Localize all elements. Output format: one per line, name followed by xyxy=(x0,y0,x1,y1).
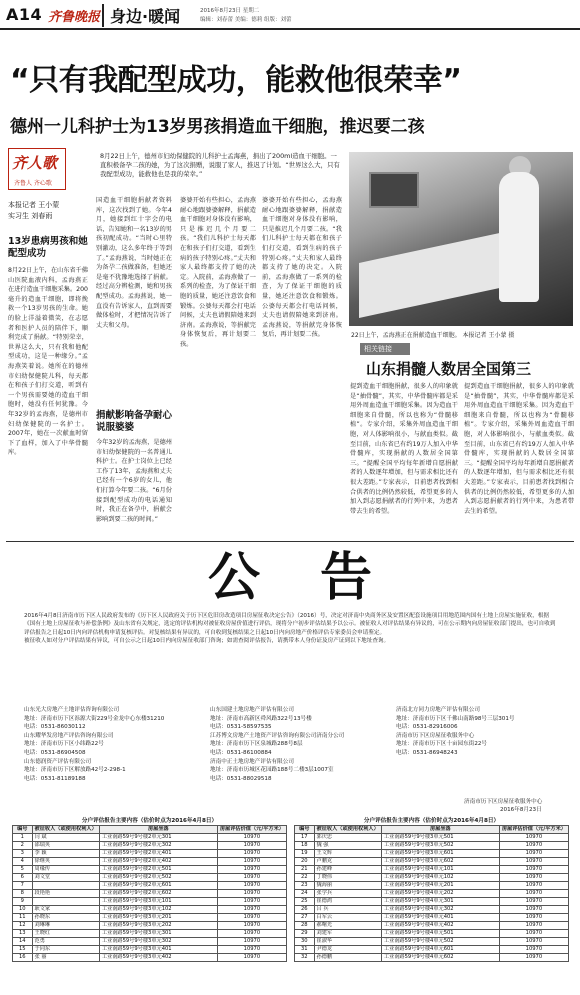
section-title: 身边·暖闻 xyxy=(102,4,180,27)
table-cell: 孙晓东 xyxy=(32,914,99,922)
table-row xyxy=(295,946,569,954)
table-cell: 工业南路59号9号楼3单元501 xyxy=(381,834,499,842)
table-cell: 工业南路59号9号楼2单元402 xyxy=(99,858,217,866)
article-headline: “只有我配型成功，能救他很荣幸” xyxy=(10,63,462,98)
contacts-column-1: 山东光大房地产土地评估咨询有限公司 地址：济南市历下区泺源大街229号金龙中心东楼31210 电话：0531-86030112 山东耀华发房地产评估咨询有限公司 地址：济南市历下区小纬路22号 电话：0531-86904508 山东德润资产评估有限公司 地址：济南市历下区解放路42号2-298-1 电话：0531-81189188 xyxy=(24,707,165,782)
table-cell: 10970 xyxy=(217,842,286,850)
table-cell: 工业南路59号9号楼4单元601 xyxy=(381,946,499,954)
table-cell: 17 xyxy=(295,834,315,842)
article-column-2b: 今年32岁的孟海燕，是德州市妇幼保健院的一名普通儿科护士。在护士岗位上已经工作了13年，孟海燕和丈夫已经有一个6岁的女儿，他们打算今年要二孩。“6月份接到配型成功的电话通知时，我正在备孕中，捐献会影响到要二孩的时间。” xyxy=(96,439,172,523)
table-row xyxy=(13,954,287,962)
table-cell: 卢鹏克 xyxy=(314,858,381,866)
table-cell: 闫 斌 xyxy=(32,834,99,842)
column-slogan: 齐鲁人 齐心歌 xyxy=(14,180,52,187)
notice-issuer: 济南市历下区房屋征收服务中心 xyxy=(464,799,543,805)
table-row xyxy=(13,938,287,946)
table-header-cell: 房屋评估价值（元/平方米） xyxy=(499,826,568,834)
table-cell: 工业南路59号9号楼4单元202 xyxy=(381,890,499,898)
table-cell: 10970 xyxy=(499,866,568,874)
table-cell: 14 xyxy=(13,938,33,946)
table-cell: 工业南路59号9号楼2单元602 xyxy=(99,890,217,898)
table-cell: 工业南路59号9号楼3单元502 xyxy=(381,842,499,850)
table-cell: 工业南路59号9号楼4单元401 xyxy=(381,914,499,922)
table-cell: 耿文家 xyxy=(32,906,99,914)
table-cell: 10970 xyxy=(499,938,568,946)
table-cell: 工业南路59号9号楼4单元402 xyxy=(381,922,499,930)
table-title-right: 分户评估报告主要内容（估价时点为2016年4月8日） xyxy=(363,818,500,824)
table-cell: 工业南路59号9号楼3单元401 xyxy=(99,946,217,954)
related-title: 山东捐髓人数居全国第三 xyxy=(366,360,532,378)
table-cell: 工业南路59号9号楼2单元401 xyxy=(99,850,217,858)
table-cell: 10970 xyxy=(499,914,568,922)
table-cell: 10970 xyxy=(217,874,286,882)
table-cell: 10970 xyxy=(499,858,568,866)
related-text-col2: 提到造血干细胞捐献，很多人的印象就是“抽骨髓”，其实，中华骨髓库都是采用外周血造血干细胞采集。因为造血干细胞来自骨髓，所以也称为“骨髓移植”。专家介绍，采集外周血造血干细胞，对人体影响很小，与献血类似。截至目前，山东省已有约19万人加入中华骨髓库，实现捐献的人数居全国第三。“提醒全国平均每年新增自愿捐献者的人数逐年增加，但与需求相比还有很大差距。”专家表示，目前患者找到相合供者的比例仍然较低，希望更多的人加入到志愿捐献者的行列中来，为患者带去生的希望。 xyxy=(464,383,574,515)
table-cell: 工业南路59号9号楼3单元302 xyxy=(99,938,217,946)
table-cell: 孙德鹏 xyxy=(314,954,381,962)
table-cell: 王文辉 xyxy=(314,850,381,858)
table-cell: 白军云 xyxy=(314,914,381,922)
table-cell: 32 xyxy=(295,954,315,962)
notice-title: 公告 xyxy=(207,547,432,608)
table-row xyxy=(295,834,569,842)
table-row xyxy=(295,930,569,938)
table-cell: 10970 xyxy=(217,866,286,874)
table-cell: 30 xyxy=(295,938,315,946)
table-row xyxy=(295,882,569,890)
table-cell: 4 xyxy=(13,858,33,866)
article-lead: 8月22日上午，德州市妇幼保健院的儿科护士孟海燕，捐出了200ml造血干细胞。一直积极备孕二孩的她，为了这次捐赠，说服了家人，推迟了计划。“世界这么大，只有我配型成功，能救他也是我的荣幸。” xyxy=(100,152,340,178)
notice-paragraph-1: 2016年4月8日济南市历下区人民政府发布的《历下区人民政府关于历下区危旧房改造项目房屋征收决定公告》（2016）号，决定对济南中央商务区及安置区配套设施项目用地范围内国有土地上房屋实施征收，根据《国有土地上房屋征收与补偿条例》及山东省有关规定，选定的评估机构对被征收房屋价值进行评估，现将分户初步评估结果予以公示。被征收人对评估结果有异议的，可在公示期内向房屋征收部门提出，也可自收到评估报告之日起10日内向评估机构申请复核评估。对复核结果有异议的，可自收到复核结果之日起10日内向房地产价格评估专家委员会申请鉴定。 xyxy=(24,613,556,636)
table-cell: 31 xyxy=(295,946,315,954)
photo-bed xyxy=(359,231,509,318)
table-cell: 邵瑞英 xyxy=(32,842,99,850)
valuation-table-left xyxy=(12,817,287,962)
table-cell: 26 xyxy=(295,906,315,914)
table-header-cell: 房屋评估价值（元/平方米） xyxy=(217,826,286,834)
editor-credits: 编辑：刘春蕾 美编：德莉 组版：刘蕾 xyxy=(200,17,292,23)
table-row xyxy=(13,922,287,930)
table-cell: 工业南路59号9号楼2单元502 xyxy=(99,874,217,882)
table-row xyxy=(295,922,569,930)
table-row xyxy=(13,858,287,866)
table-cell: 孙建峰 xyxy=(314,866,381,874)
table-row xyxy=(295,914,569,922)
table-row xyxy=(295,866,569,874)
table-cell: 2 xyxy=(13,842,33,850)
table-cell: 刘琳琳 xyxy=(32,922,99,930)
table-header-cell: 房屋坐落 xyxy=(99,826,217,834)
table-cell: 工业南路59号9号楼3单元202 xyxy=(99,922,217,930)
table-row xyxy=(295,890,569,898)
photo-caption: 22日上午，孟海燕正在捐献造血干细胞。 本报记者 王小蒙 摄 xyxy=(351,332,515,339)
column-logo-text: 齐人歌 xyxy=(12,154,58,172)
table-cell: 王晓红 xyxy=(32,930,99,938)
news-photo xyxy=(349,152,573,326)
table-cell: 28 xyxy=(295,922,315,930)
table-cell: 10970 xyxy=(217,858,286,866)
table-cell: 周缘传 xyxy=(32,866,99,874)
table-cell: 刘建军 xyxy=(314,930,381,938)
table-row xyxy=(13,882,287,890)
table-cell: 10970 xyxy=(217,954,286,962)
table-header-cell: 编号 xyxy=(13,826,33,834)
table-cell: 刘文堂 xyxy=(32,874,99,882)
table-cell: 10970 xyxy=(499,890,568,898)
table-row xyxy=(13,850,287,858)
table-cell: 于同东 xyxy=(32,946,99,954)
table-cell: 10970 xyxy=(499,842,568,850)
table-cell: 工业南路59号9号楼4单元501 xyxy=(381,930,499,938)
table-cell: 5 xyxy=(13,866,33,874)
article-column-1: 8月22日上午，在山东省千佛山医院血液内科，孟海燕正在进行造血干细胞采集。200毫升的造血干细胞，即将挽救一个13岁男孩的生命。她的脸上洋溢着微笑，在志愿者和医护人员的陪伴下，顺利完成了捐献。“特别荣幸，世界这么大，只有我和他配型成功，这是一种缘分。”孟海燕笑着说。她所在的德州市妇幼保健院儿科，每天都在和孩子们打交道，听到有一个男孩需要她的造血干细胞时，她没有任何犹豫。今年32岁的孟海燕，是德州市妇幼保健院的一名护士。2007年，她在一次献血时留下了血样，加入了中华骨髓库。 xyxy=(8,267,88,457)
table-cell: 10970 xyxy=(499,946,568,954)
table-cell: 张学兵 xyxy=(314,890,381,898)
table-cell: 崔淑华 xyxy=(314,938,381,946)
table-cell: 16 xyxy=(13,954,33,962)
table-cell: 23 xyxy=(295,882,315,890)
table-cell: 徐继英 xyxy=(32,858,99,866)
table-cell: 工业南路59号9号楼4单元602 xyxy=(381,954,499,962)
table-row xyxy=(295,858,569,866)
table-cell xyxy=(32,882,99,890)
newspaper-logo: 齐鲁晚报 xyxy=(48,10,101,25)
table-cell: 8 xyxy=(13,890,33,898)
table-cell: 工业南路59号9号楼4单元201 xyxy=(381,882,499,890)
table-cell: 11 xyxy=(13,914,33,922)
table-cell: 10970 xyxy=(499,874,568,882)
table-header-cell: 被征收人（或使用权利人） xyxy=(32,826,99,834)
table-cell: 1 xyxy=(13,834,33,842)
article-column-3: 婆婆开始有些担心，孟海燕耐心地跟婆婆解释，捐献造血干细胞对身体没有影响，只是推迟几个月要二孩。“我们儿科护士每天都在和孩子们打交道，看到生病的孩子特别心疼。”丈夫和家人最终都支持了她的决定。入院前，孟海燕做了一系列的检查，为了保证干细胞的质量，她还注意饮食和锻炼。公婆每天都会打电话问候，丈夫也请假陪她来到济南。孟海燕说，等捐献完身体恢复后，再计划要二孩。 xyxy=(180,197,256,348)
table-cell: 3 xyxy=(13,850,33,858)
table-cell: 工业南路59号9号楼2单元301 xyxy=(99,834,217,842)
table-cell: 工业南路59号9号楼3单元301 xyxy=(99,930,217,938)
table-cell: 魏 强 xyxy=(314,842,381,850)
table-cell: 20 xyxy=(295,858,315,866)
table-cell: 工业南路59号9号楼4单元301 xyxy=(381,898,499,906)
table-cell: 10970 xyxy=(499,850,568,858)
table-cell: 崔德鸿 xyxy=(314,898,381,906)
table-cell: 10970 xyxy=(217,938,286,946)
table-cell: 工业南路59号9号楼2单元302 xyxy=(99,842,217,850)
table-cell: 工业南路59号9号楼3单元402 xyxy=(99,954,217,962)
contacts-column-3: 济南北方同力房地产评估有限公司 地址：济南市历下区千佛山南路98号三层301号 电话：0531-82916006 济南市历下区房屋征收服务中心 地址：济南市历下区十亩园东街22号 电话：0531-86948243 xyxy=(396,707,515,756)
column-logo xyxy=(8,148,66,190)
table-cell: 19 xyxy=(295,850,315,858)
table-cell: 工业南路59号9号楼2单元601 xyxy=(99,882,217,890)
table-cell: 15 xyxy=(13,946,33,954)
table-cell: 工业南路59号9号楼3单元102 xyxy=(99,906,217,914)
table-cell: 10970 xyxy=(217,890,286,898)
table-cell: 吕 兵 xyxy=(314,906,381,914)
table-cell: 工业南路59号9号楼4单元102 xyxy=(381,874,499,882)
table-row xyxy=(13,866,287,874)
contacts-column-2: 山东国建土地房地产评估有限公司 地址：济南市高新区舜风路322号13号楼 电话：0531-58597535 江苏博文房地产土地资产评估咨询有限公司济南分公司 地址：济南市历下区泉城路288号8层 电话：0531-86100884 济南中正土地房地产评估有限公司 地址：济南市历城区花园路188号二楼3层1007室 电话：0531-88029518 xyxy=(210,707,345,782)
table-cell: 段艳艳 xyxy=(32,890,99,898)
table-row xyxy=(13,898,287,906)
table-cell: 魏海丽 xyxy=(314,882,381,890)
photo-nurse xyxy=(499,172,539,302)
table-cell xyxy=(32,898,99,906)
table-cell: 工业南路59号9号楼4单元302 xyxy=(381,906,499,914)
article-subhead: 德州一儿科护士为13岁男孩捐造血干细胞，推迟要二孩 xyxy=(10,117,425,137)
table-row xyxy=(295,842,569,850)
table-header-cell: 被征收人（或使用权利人） xyxy=(314,826,381,834)
table-cell: 12 xyxy=(13,922,33,930)
table-cell: 郭庆忠 xyxy=(314,834,381,842)
table-row xyxy=(295,954,569,962)
table-cell: 10970 xyxy=(499,954,568,962)
table-cell: 10970 xyxy=(499,834,568,842)
notice-paragraph-2: 被征收人如对分户评估结果有异议，可自公示之日起10日内向房屋征收部门咨询；如需查阅评估报告，请携带本人身份证及房产证到以下地址查询。 xyxy=(24,638,390,645)
table-cell: 李 颖 xyxy=(32,850,99,858)
table-cell: 10970 xyxy=(217,882,286,890)
article-column-2: 国造血干细胞捐献者资料库，这次找到了她。今年4月，她接到红十字会的电话，告知她和一名13岁的男孩初配成功。“当时心里特别激动，这么多年终于等到了。”孟海燕说，当时她正在为备孕二孩做准备，但她还是毫不犹豫地选择了捐献。经过高分辨检测，她和男孩配型成功。孟海燕说，她一直没有告诉家人，直到需要做体检时，才把情况告诉了丈夫和父母。 xyxy=(96,197,172,329)
table-cell: 工业南路59号9号楼2单元501 xyxy=(99,866,217,874)
table-header-cell: 房屋坐落 xyxy=(381,826,499,834)
table-cell: 工业南路59号9号楼3单元201 xyxy=(99,914,217,922)
table-cell: 7 xyxy=(13,882,33,890)
table-cell: 郝曙光 xyxy=(314,922,381,930)
table-cell: 工业南路59号9号楼3单元101 xyxy=(99,898,217,906)
table-cell: 10970 xyxy=(217,914,286,922)
table-row xyxy=(13,946,287,954)
section-heading-2: 捐献影响备孕耐心说服婆婆 xyxy=(96,410,173,433)
table-cell: 10970 xyxy=(217,922,286,930)
masthead xyxy=(0,0,580,30)
table-cell: 9 xyxy=(13,898,33,906)
notice-date: 2016年8月23日 xyxy=(500,807,542,813)
table-cell: 10970 xyxy=(217,906,286,914)
table-cell: 24 xyxy=(295,890,315,898)
byline-intern: 实习生 刘春雨 xyxy=(8,212,53,220)
table-cell: 10970 xyxy=(499,882,568,890)
table-row xyxy=(295,938,569,946)
article-column-4: 婆婆开始有些担心，孟海燕耐心地跟婆婆解释，捐献造血干细胞对身体没有影响，只是推迟几个月要二孩。“我们儿科护士每天都在和孩子们打交道，看到生病的孩子特别心疼。”丈夫和家人最终都支持了她的决定。入院前，孟海燕做了一系列的检查，为了保证干细胞的质量，她还注意饮食和锻炼。公婆每天都会打电话问候，丈夫也请假陪她来到济南。孟海燕说，等捐献完身体恢复后，再计划要二孩。 xyxy=(262,197,342,339)
table-header-cell: 编号 xyxy=(295,826,315,834)
table-cell: 10970 xyxy=(499,930,568,938)
valuation-table-right xyxy=(294,817,569,962)
table-cell: 尹德龙 xyxy=(314,946,381,954)
section-heading-1: 13岁患病男孩和她配型成功 xyxy=(8,236,88,259)
issue-date: 2016年8月23日 星期二 xyxy=(200,8,260,14)
table-cell: 22 xyxy=(295,874,315,882)
table-row xyxy=(295,906,569,914)
table-cell: 10970 xyxy=(217,930,286,938)
table-row xyxy=(295,850,569,858)
table-cell: 10970 xyxy=(217,898,286,906)
table-cell: 29 xyxy=(295,930,315,938)
table-cell: 10970 xyxy=(499,906,568,914)
table-row xyxy=(295,898,569,906)
table-row xyxy=(13,914,287,922)
table-cell: 10970 xyxy=(499,898,568,906)
table-row xyxy=(13,874,287,882)
byline-reporter: 本报记者 王小蒙 xyxy=(8,201,60,209)
table-cell: 25 xyxy=(295,898,315,906)
related-link-tag: 相关链接 xyxy=(360,343,410,355)
table-row xyxy=(295,874,569,882)
table-cell: 18 xyxy=(295,842,315,850)
table-cell: 范勇 xyxy=(32,938,99,946)
table-cell: 6 xyxy=(13,874,33,882)
table-row xyxy=(13,890,287,898)
table-row xyxy=(13,842,287,850)
table-title-left: 分户评估报告主要内容（估价时点为2016年4月8日） xyxy=(81,818,218,824)
table-cell: 10970 xyxy=(217,834,286,842)
table-row xyxy=(13,906,287,914)
table-cell: 工业南路59号9号楼3单元601 xyxy=(381,850,499,858)
notice-body xyxy=(24,612,556,646)
table-row xyxy=(13,834,287,842)
table-cell: 工业南路59号9号楼4单元101 xyxy=(381,866,499,874)
table-row xyxy=(13,930,287,938)
table-cell: 10970 xyxy=(499,922,568,930)
table-cell: 27 xyxy=(295,914,315,922)
table-cell: 13 xyxy=(13,930,33,938)
page-number: A14 xyxy=(6,5,43,24)
section-divider xyxy=(6,541,574,542)
photo-monitor xyxy=(369,172,419,208)
table-cell: 工业南路59号9号楼4单元502 xyxy=(381,938,499,946)
table-cell: 10970 xyxy=(217,850,286,858)
related-text-col1: 提到造血干细胞捐献，很多人的印象就是“抽骨髓”，其实，中华骨髓库都是采用外周血造血干细胞采集。因为造血干细胞来自骨髓，所以也称为“骨髓移植”。专家介绍，采集外周血造血干细胞，对人体影响很小，与献血类似。截至目前，山东省已有约19万人加入中华骨髓库，实现捐献的人数居全国第三。“提醒全国平均每年新增自愿捐献者的人数逐年增加，但与需求相比还有很大差距。”专家表示，目前患者找到相合供者的比例仍然较低，希望更多的人加入到志愿捐献者的行列中来，为患者带去生的希望。 xyxy=(350,383,458,515)
table-cell: 10970 xyxy=(217,946,286,954)
table-cell: 工业南路59号9号楼3单元602 xyxy=(381,858,499,866)
table-cell: 张 丽 xyxy=(32,954,99,962)
table-cell: 10 xyxy=(13,906,33,914)
table-cell: 21 xyxy=(295,866,315,874)
table-cell: 丁晓伟 xyxy=(314,874,381,882)
